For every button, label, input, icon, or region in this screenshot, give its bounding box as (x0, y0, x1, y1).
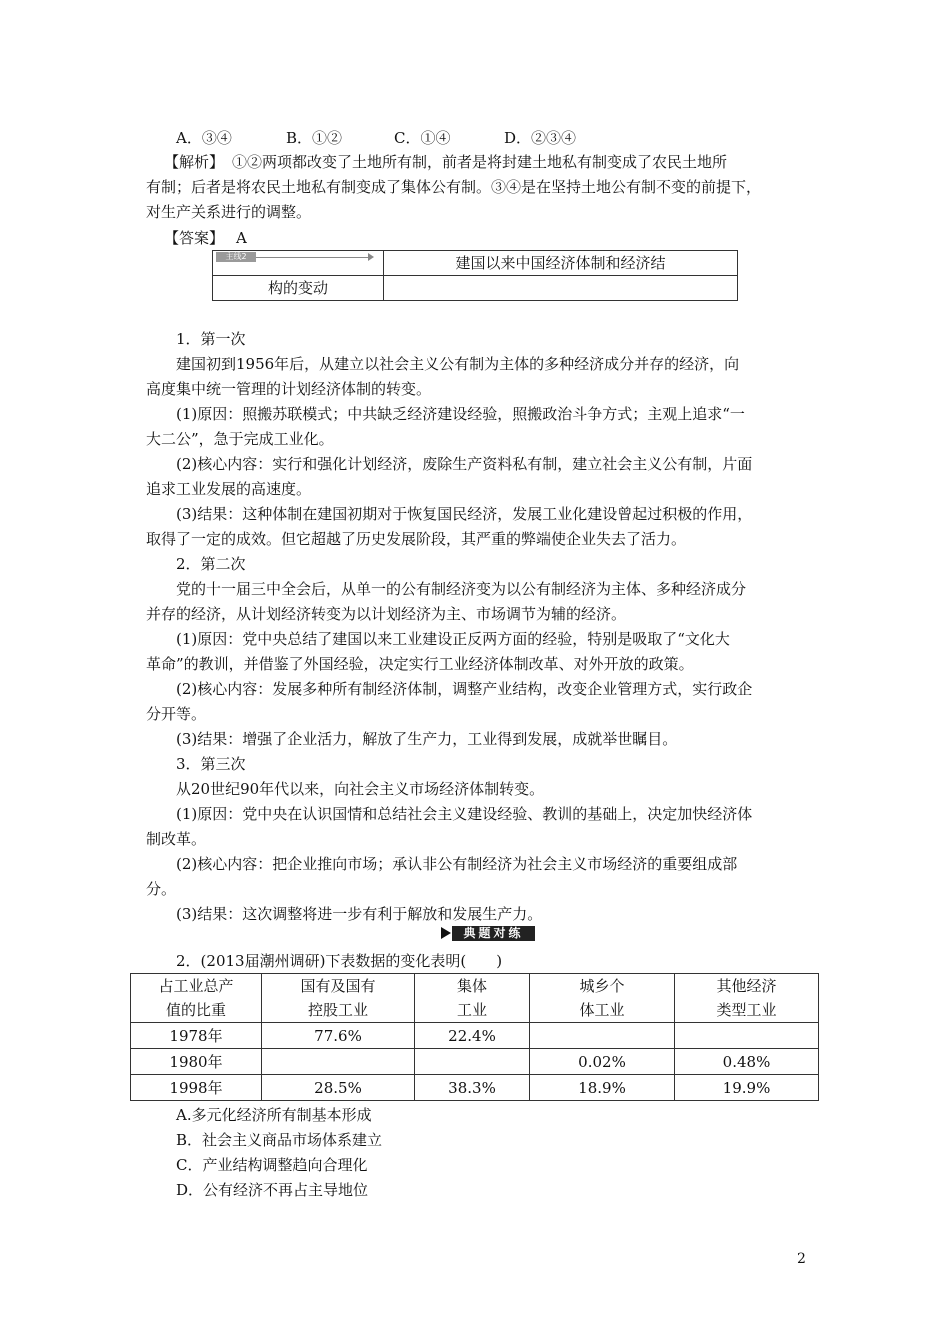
topic-title-part2: 构的变动 (213, 276, 384, 301)
body-line: 建国初到1956年后，从建立以社会主义公有制为主体的多种经济成分并存的经济，向 (176, 355, 740, 373)
q1-option-a: A．③④ (176, 129, 232, 147)
table-cell: 1980年 (131, 1049, 262, 1075)
body-line: (2)核心内容：把企业推向市场；承认非公有制经济为社会主义市场经济的重要组成部 (176, 855, 738, 873)
body-line: 取得了一定的成效。但它超越了历史发展阶段，其严重的弊端使企业失去了活力。 (146, 530, 687, 548)
body-line: 分。 (146, 880, 177, 898)
arrow-head-icon (368, 253, 374, 261)
section-1-heading: 1．第一次 (176, 330, 246, 348)
q2-option-d: D．公有经济不再占主导地位 (176, 1181, 369, 1199)
q2-data-table (130, 973, 819, 1101)
section-3-heading: 3．第三次 (176, 755, 246, 773)
table-cell: 0.48% (675, 1049, 819, 1075)
header-cell: 占工业总产 值的比重 (131, 974, 262, 1023)
table-cell: 1998年 (131, 1075, 262, 1101)
q2-stem: 2．(2013届潮州调研)下表数据的变化表明( ) (176, 952, 503, 970)
q2-option-c: C．产业结构调整趋向合理化 (176, 1156, 368, 1174)
body-line: (2)核心内容：发展多种所有制经济体制，调整产业结构，改变企业管理方式，实行政企 (176, 680, 753, 698)
answer-label: 【答案】 (164, 229, 225, 247)
body-line: (1)原因：党中央总结了建国以来工业建设正反两方面的经验，特别是吸取了“文化大 (176, 630, 730, 648)
q2-option-b: B．社会主义商品市场体系建立 (176, 1131, 383, 1149)
q1-options (176, 128, 576, 148)
q1-analysis-line-3: 对生产关系进行的调整。 (146, 203, 312, 221)
body-line: 革命”的教训，并借鉴了外国经验，决定实行工业经济体制改革、对外开放的政策。 (146, 655, 694, 673)
answer-value: A (236, 229, 247, 247)
q1-analysis-line-1: 【解析】 ①②两项都改变了土地所有制，前者是将封建土地私有制变成了农民土地所 (164, 153, 728, 171)
banner-label: 典题对练 (452, 926, 535, 941)
header-cell: 其他经济 类型工业 (675, 974, 819, 1023)
topic-tag-arrow (216, 252, 376, 262)
arrow-line (256, 257, 370, 258)
header-cell: 国有及国有 控股工业 (262, 974, 415, 1023)
table-cell: 0.02% (530, 1049, 675, 1075)
practice-banner (441, 926, 535, 941)
q1-option-d: D．②③④ (504, 129, 577, 147)
table-cell (675, 1023, 819, 1049)
table-header-row (131, 974, 819, 1023)
table-cell (262, 1049, 415, 1075)
body-line: 高度集中统一管理的计划经济体制的转变。 (146, 380, 432, 398)
analysis-label: 【解析】 (164, 153, 225, 171)
body-line: (3)结果：这种体制在建国初期对于恢复国民经济，发展工业化建设曾起过积极的作用， (176, 505, 753, 523)
table-cell: 77.6% (262, 1023, 415, 1049)
q1-answer (164, 228, 247, 248)
body-line: 党的十一届三中全会后，从单一的公有制经济变为以公有制经济为主体、多种经济成分 (176, 580, 747, 598)
body-line: 从20世纪90年代以来，向社会主义市场经济体制转变。 (176, 780, 545, 798)
body-line: (3)结果：增强了企业活力，解放了生产力，工业得到发展，成就举世瞩目。 (176, 730, 678, 748)
body-line: 大二公”，急于完成工业化。 (146, 430, 334, 448)
table-cell: 38.3% (415, 1075, 530, 1101)
q1-option-c: C．①④ (394, 129, 451, 147)
q1-option-b: B．①② (286, 129, 343, 147)
table-cell: 19.9% (675, 1075, 819, 1101)
header-cell: 城乡个 体工业 (530, 974, 675, 1023)
q2-option-a: A.多元化经济所有制基本形成 (176, 1106, 372, 1124)
play-icon (441, 927, 451, 939)
section-2-heading: 2．第二次 (176, 555, 246, 573)
table-cell: 1978年 (131, 1023, 262, 1049)
topic-title-part1: 建国以来中国经济体制和经济结 (384, 251, 738, 276)
body-line: (3)结果：这次调整将进一步有利于解放和发展生产力。 (176, 905, 543, 923)
table-cell (415, 1049, 530, 1075)
body-line: 追求工业发展的高速度。 (146, 480, 312, 498)
body-line: 制改革。 (146, 830, 207, 848)
header-cell: 集体 工业 (415, 974, 530, 1023)
topic-tag: 主线2 (216, 252, 256, 262)
body-line: 分开等。 (146, 705, 207, 723)
table-cell (530, 1023, 675, 1049)
body-line: 并存的经济，从计划经济转变为以计划经济为主、市场调节为辅的经济。 (146, 605, 627, 623)
table-row (131, 1075, 819, 1101)
q1-analysis-line-2: 有制；后者是将农民土地私有制变成了集体公有制。③④是在坚持土地公有制不变的前提下， (146, 178, 762, 196)
body-line: (2)核心内容：实行和强化计划经济，废除生产资料私有制，建立社会主义公有制，片面 (176, 455, 753, 473)
table-cell: 28.5% (262, 1075, 415, 1101)
topic-empty-cell (384, 276, 738, 301)
table-row (131, 1049, 819, 1075)
page-number: 2 (797, 1251, 806, 1267)
body-line: (1)原因：党中央在认识国情和总结社会主义建设经验、教训的基础上，决定加快经济体 (176, 805, 753, 823)
table-row (131, 1023, 819, 1049)
table-cell: 18.9% (530, 1075, 675, 1101)
body-line: (1)原因：照搬苏联模式；中共缺乏经济建设经验，照搬政治斗争方式；主观上追求“一 (176, 405, 745, 423)
table-cell: 22.4% (415, 1023, 530, 1049)
